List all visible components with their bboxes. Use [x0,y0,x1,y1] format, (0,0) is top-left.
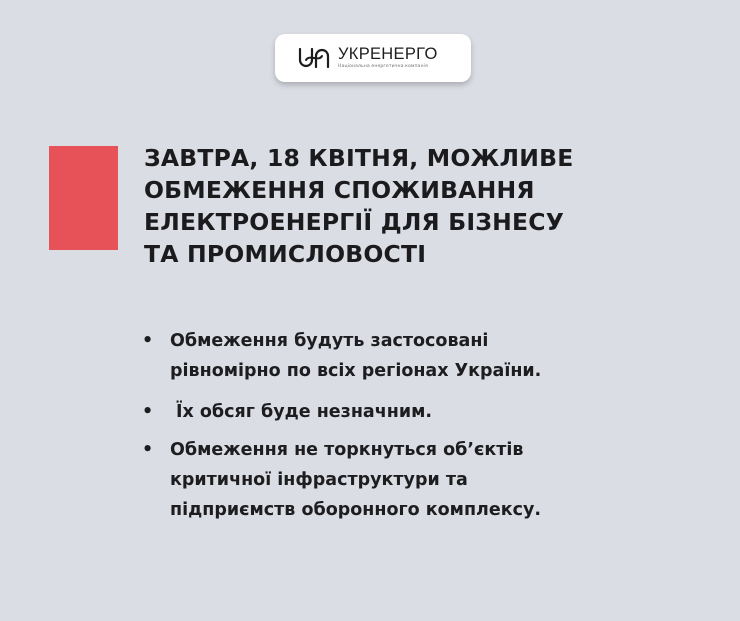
headline-line: ЗАВТРА, 18 КВІТНЯ, МОЖЛИВЕ [144,144,574,172]
bullet-marker: • [142,440,154,460]
bullet-item [141,326,701,386]
bullet-line: критичної інфраструктури та [170,470,468,490]
bullet-item [141,397,701,427]
bullet-line: Їх обсяг буде незначним. [176,402,433,422]
ukrenergo-logo-icon [297,45,331,71]
bullet-text [170,397,701,427]
bullet-text [170,326,701,386]
bullet-text [170,435,701,525]
bullet-line: Обмеження не торкнуться об’єктів [170,440,524,460]
headline-line: ТА ПРОМИСЛОВОСТІ [144,240,427,268]
brand-logo [275,34,471,82]
bullet-marker: • [142,402,154,422]
bullet-list [141,326,701,525]
accent-square [49,146,118,250]
headline-line: ЕЛЕКТРОЕНЕРГІЇ ДЛЯ БІЗНЕСУ [144,208,565,236]
logo-tagline: Національна енергетична компанія [338,64,428,70]
headline [144,142,704,270]
bullet-marker: • [142,331,154,351]
bullet-line: рівномірно по всіх регіонах України. [170,361,542,381]
bullet-line: підприємств оборонного комплексу. [170,500,542,520]
logo-text [338,46,438,70]
headline-line: ОБМЕЖЕННЯ СПОЖИВАННЯ [144,176,535,204]
bullet-item [141,435,701,525]
logo-name: УКРЕНЕРГО [338,44,438,63]
bullet-line: Обмеження будуть застосовані [170,331,489,351]
